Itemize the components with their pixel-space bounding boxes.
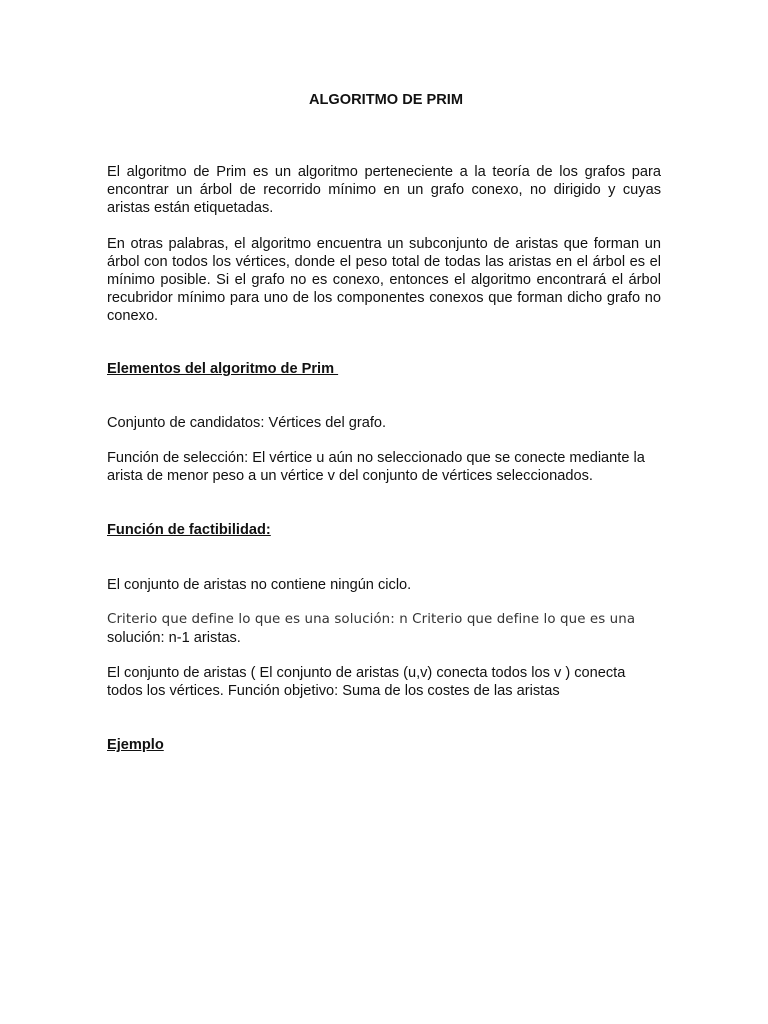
no-cycle-text: El conjunto de aristas no contiene ningún ciclo. xyxy=(107,577,412,593)
heading-factibilidad: Función de factibilidad: xyxy=(107,522,271,538)
criterion-text-part1: Criterio que define lo que es una solución: n Criterio que define lo que es una xyxy=(107,612,636,627)
heading-ejemplo: Ejemplo xyxy=(107,737,164,753)
intro-paragraph-1: El algoritmo de Prim es un algoritmo perteneciente a la teoría de los grafos para encontrar un árbol de recorrido mínimo en un grafo conexo, no dirigido y cuyas aristas están etiquetadas. xyxy=(107,164,661,216)
connect-all-text: El conjunto de aristas ( El conjunto de aristas (u,v) conecta todos los v ) conecta todos los vértices. Función objetivo: Suma de los costes de las aristas xyxy=(107,665,626,699)
candidates-text: Conjunto de candidatos: Vértices del grafo. xyxy=(107,415,387,431)
selection-function-text: Función de selección: El vértice u aún no seleccionado que se conecte mediante la arista de menor peso a un vértice v del conjunto de vértices seleccionados. xyxy=(107,450,645,484)
heading-elementos: Elementos del algoritmo de Prim xyxy=(107,361,339,377)
intro-paragraph-2: En otras palabras, el algoritmo encuentra un subconjunto de aristas que forman un árbol con todos los vértices, donde el peso total de todas las aristas en el árbol es el mínimo posible. Si el grafo no es conexo, entonces el algoritmo encontrará el árbol recubridor mínimo para uno de los componentes conexos que forman dicho grafo no conexo. xyxy=(107,236,661,324)
document-title: ALGORITMO DE PRIM xyxy=(308,92,464,108)
criterion-text-part2: solución: n-1 aristas. xyxy=(107,630,241,646)
